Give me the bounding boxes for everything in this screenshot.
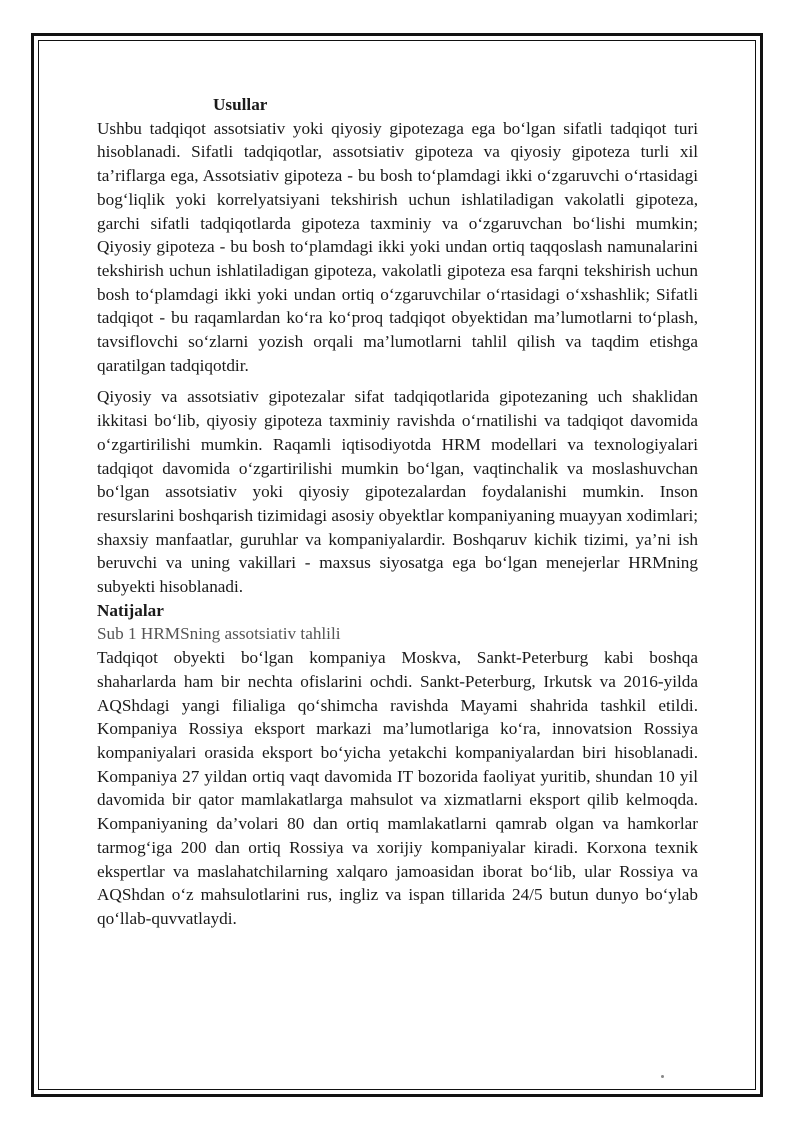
results-paragraph-1: Tadqiqot obyekti bo‘lgan kompaniya Moskva, Sankt-Peterburg kabi boshqa shaharlarda ham bir nechta ofislarini ochdi. Sankt-Peterburg, Irkutsk va 2016-yilda AQShdagi yangi filialiga qo‘shimcha ravishda Mayami shahrida tashkil etildi. Kompaniya Rossiya eksport markazi ma’lumotlariga ko‘ra, innovatsion Rossiya kompaniyalari orasida eksport bo‘yicha yetakchi kompaniyalardan biri hisoblanadi. Kompaniya 27 yildan ortiq vaqt davomida IT bozorida faoliyat yuritib, shundan 10 yil davomida bir qator mamlakatlarga mahsulot va xizmatlarni eksport qilib kelmoqda. Kompaniyaning da’volari 80 dan ortiq mamlakatlarni qamrab olgan va hamkorlar tarmog‘iga 200 dan ortiq Rossiya va xorijiy kompaniyalar kiradi. Korxona texnik ekspertlar va maslahatchilarning xalqaro jamoasidan iborat bo‘lib, ular Rossiya va AQShdan o‘z mahsulotlarini rus, ingliz va ispan tillarida 24/5 butun dunyo bo‘ylab qo‘llab-quvvatlaydi. bbox=[97, 648, 698, 928]
page-number-mark bbox=[661, 1075, 664, 1078]
subheading-results: Sub 1 HRMSning assotsiativ tahlili bbox=[97, 624, 341, 644]
heading-results: Natijalar bbox=[97, 600, 164, 620]
heading-methods: Usullar bbox=[213, 95, 268, 114]
methods-paragraph-1: Ushbu tadqiqot assotsiativ yoki qiyosiy gipotezaga ega bo‘lgan sifatli tadqiqot turi hisoblanadi. Sifatli tadqiqotlar, assotsiativ gipoteza va qiyosiy gipoteza turli xil ta’riflarga ega, Assotsiativ gipoteza - bu bosh to‘plamdagi ikki o‘zgaruvchi o‘rtasidagi bog‘liqlik yoki korrelyatsiyani tekshirish uchun ishlatiladigan vakolatli gipoteza, garchi sifatli tadqiqotlarda gipoteza taxminiy va o‘zgaruvchan bo‘lishi mumkin; Qiyosiy gipoteza - bu bosh to‘plamdagi ikki yoki undan ortiq taqqoslash namunalarini tekshirish uchun ishlatiladigan gipoteza, vakolatli gipoteza esa farqni tekshirish uchun bosh to‘plamdagi ikki yoki undan ortiq o‘zgaruvchilar o‘rtasidagi o‘xshashlik; Sifatli tadqiqot - bu raqamlardan ko‘ra ko‘proq tadqiqot obyektidan ma’lumotlarni to‘plash, tavsiflovchi so‘zlarni yozish orqali ma’lumotlarni tahlil qilish va taqdim etishga qaratilgan tadqiqotdir. bbox=[97, 118, 698, 375]
methods-paragraph-2: Qiyosiy va assotsiativ gipotezalar sifat tadqiqotlarida gipotezaning uch shaklidan ikkitasi bo‘lib, qiyosiy gipoteza taxminiy ravishda o‘rnatilishi va tadqiqot davomida o‘zgartirilishi mumkin. Raqamli iqtisodiyotda HRM modellari va texnologiyalari tadqiqot davomida o‘zgartirilishi mumkin bo‘lgan, vaqtinchalik va moslashuvchan bo‘lgan assotsiativ yoki qiyosiy gipotezalardan foydalanishi mumkin. Inson resurslarini boshqarish tizimidagi asosiy obyektlar kompaniyaning muayyan xodimlari; shaxsiy manfaatlar, guruhlar va kompaniyalardir. Boshqaruv kichik tizimi, ya’ni ish beruvchi va uning vakillari - maxsus siyosatga ega bo‘lgan menejerlar HRMning subyekti hisoblanadi. bbox=[97, 387, 698, 597]
document-body bbox=[97, 93, 698, 931]
